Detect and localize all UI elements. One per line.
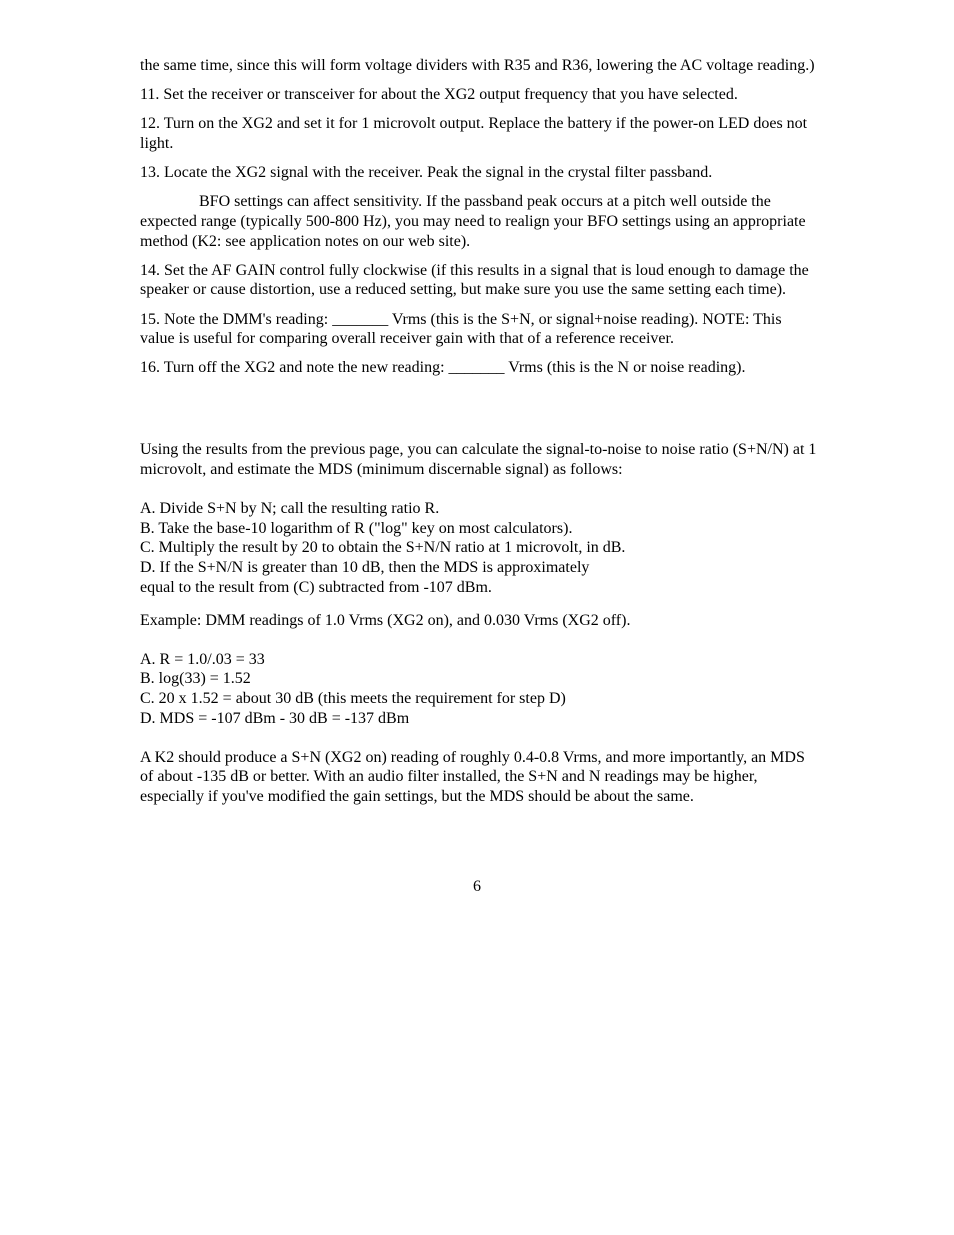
paragraph-gap (140, 597, 820, 610)
section-spacer (140, 387, 820, 440)
blank-line (140, 728, 820, 748)
example-step-b: B. log(33) = 1.52 (140, 670, 251, 688)
example-step-c: C. 20 x 1.52 = about 30 dB (this meets the requirement for step D) (140, 689, 566, 707)
example-steps-list (140, 650, 820, 728)
blank-line (140, 480, 820, 500)
example-intro: Example: DMM readings of 1.0 Vrms (XG2 on), and 0.030 Vrms (XG2 off). (140, 611, 631, 629)
calc-step-d-line2: equal to the result from (C) subtracted from -107 dBm. (140, 578, 492, 596)
page-number: 6 (473, 878, 481, 895)
step-12: 12. Turn on the XG2 and set it for 1 microvolt output. Replace the battery if the power-on LED does not light. (140, 115, 808, 152)
example-step-d: D. MDS = -107 dBm - 30 dB = -137 dBm (140, 709, 410, 727)
calc-step-d-line1: D. If the S+N/N is greater than 10 dB, then the MDS is approximately (140, 559, 590, 577)
calc-step-b: B. Take the base-10 logarithm of R ("log" key on most calculators). (140, 519, 573, 537)
blank-line (140, 630, 820, 650)
step-14: 14. Set the AF GAIN control fully clockwise (if this results in a signal that is loud enough to damage the speaker or cause distortion, use a reduced setting, but make sure you use the same setting each time). (140, 261, 809, 299)
step-15: 15. Note the DMM's reading: _______ Vrms (this is the S+N, or signal+noise reading). NOTE: This value is useful for comparing overall receiver gain with that of a reference receiver. (140, 310, 782, 348)
step-continuation: the same time, since this will form voltage dividers with R35 and R36, lowering the AC voltage reading.) (140, 57, 815, 74)
closing-paragraph: A K2 should produce a S+N (XG2 on) reading of roughly 0.4-0.8 Vrms, and more importantly, an MDS of about -135 dB or better. With an audio filter installed, the S+N and N readings may be higher, especially if you've modified the gain settings, but the MDS should be about the same. (140, 748, 805, 805)
bfo-note: BFO settings can affect sensitivity. If the passband peak occurs at a pitch well outside the expected range (typically 500-800 Hz), you may need to realign your BFO settings using an appropriate method (K2: see application notes on our web site). (140, 193, 806, 250)
calc-steps-list (140, 499, 820, 597)
step-13: 13. Locate the XG2 signal with the receiver. Peak the signal in the crystal filter passband. (140, 164, 713, 182)
calc-step-c: C. Multiply the result by 20 to obtain the S+N/N ratio at 1 microvolt, in dB. (140, 539, 626, 557)
calc-intro: Using the results from the previous page, you can calculate the signal-to-noise to noise ratio (S+N/N) at 1 microvolt, and estimate the MDS (minimum discernable signal) as follows: (140, 441, 817, 479)
example-step-a: A. R = 1.0/.03 = 33 (140, 650, 265, 668)
calc-step-a: A. Divide S+N by N; call the resulting ratio R. (140, 500, 440, 518)
document-page (140, 56, 820, 816)
step-11: 11. Set the receiver or transceiver for about the XG2 output frequency that you have selected. (140, 86, 738, 104)
step-16: 16. Turn off the XG2 and note the new reading: _______ Vrms (this is the N or noise reading). (140, 359, 746, 377)
